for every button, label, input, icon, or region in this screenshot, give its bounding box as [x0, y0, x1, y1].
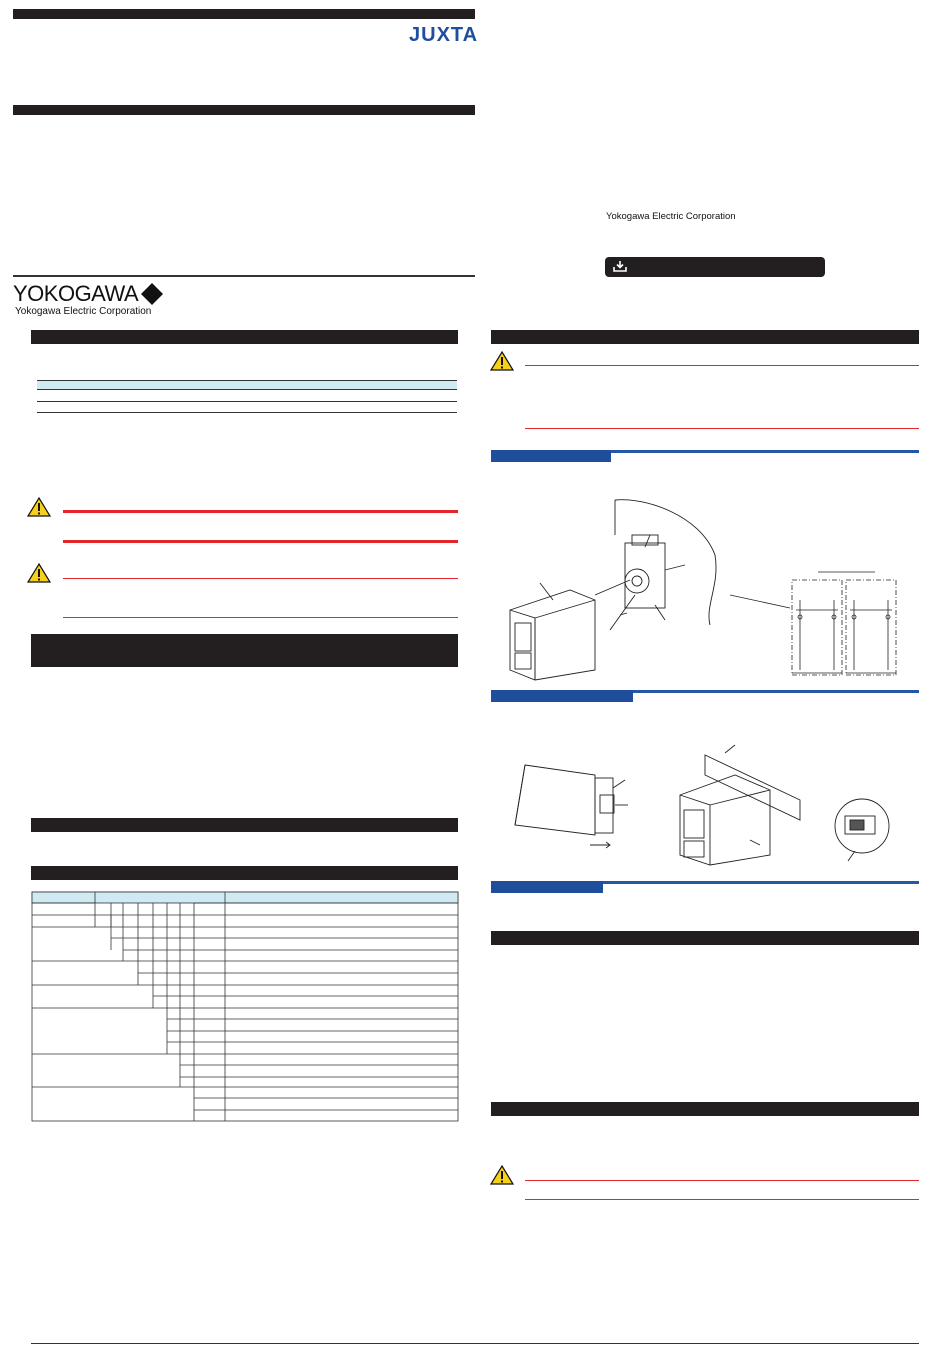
section-bar-3 — [31, 866, 458, 880]
download-icon — [612, 261, 628, 273]
publisher-rule — [13, 275, 475, 277]
publisher-company-name: Yokogawa Electric Corporation — [15, 306, 152, 317]
warning-triangle-icon — [490, 351, 514, 371]
yokogawa-diamond-icon — [141, 283, 163, 305]
model-table-rule — [37, 389, 457, 390]
warning-triangle-icon — [490, 1165, 514, 1185]
section-bar-1 — [31, 330, 458, 344]
section-bar-large — [31, 634, 458, 667]
caution-rule-top — [525, 365, 919, 366]
section-bar-right-1 — [491, 330, 919, 344]
warning-triangle-icon — [27, 563, 51, 583]
document-download-button[interactable] — [605, 257, 825, 277]
subsection-line — [633, 690, 919, 693]
caution-rule-top — [63, 578, 458, 579]
subsection-bar-din-rail — [491, 690, 633, 702]
section-bar-right-3 — [491, 1102, 919, 1116]
footer-rule — [31, 1343, 919, 1344]
subsection-line — [603, 881, 919, 884]
din-rail-side-illustration — [510, 760, 630, 855]
model-table-header — [37, 380, 457, 389]
section-bar-right-2 — [491, 931, 919, 945]
mounting-dimension-drawing — [730, 560, 910, 680]
subsection-bar-3 — [491, 881, 603, 893]
model-suffix-code-table — [32, 892, 460, 1124]
caution-rule-top — [525, 1180, 919, 1181]
warning-triangle-icon — [27, 497, 51, 517]
juxta-brand-logo: JUXTA — [409, 24, 479, 46]
subsection-bar-wall-mounting — [491, 450, 611, 462]
top-header-bar — [13, 9, 475, 19]
section-bar-2 — [31, 818, 458, 832]
right-company-name: Yokogawa Electric Corporation — [606, 211, 736, 222]
wall-mounting-illustration — [505, 495, 720, 680]
caution-rule-bottom — [63, 617, 458, 618]
caution-rule-bottom — [525, 1199, 919, 1200]
model-table-rule — [37, 401, 457, 402]
model-table-rule — [37, 412, 457, 413]
yokogawa-logo-text: YOKOGAWA — [13, 281, 139, 306]
caution-rule-bottom — [525, 428, 919, 429]
din-rail-detail-circle — [830, 793, 895, 863]
warning-rule-top — [63, 510, 458, 513]
title-bottom-bar — [13, 105, 475, 115]
subsection-line — [611, 450, 919, 453]
din-rail-unit-illustration — [675, 745, 805, 870]
warning-rule-bottom — [63, 540, 458, 543]
